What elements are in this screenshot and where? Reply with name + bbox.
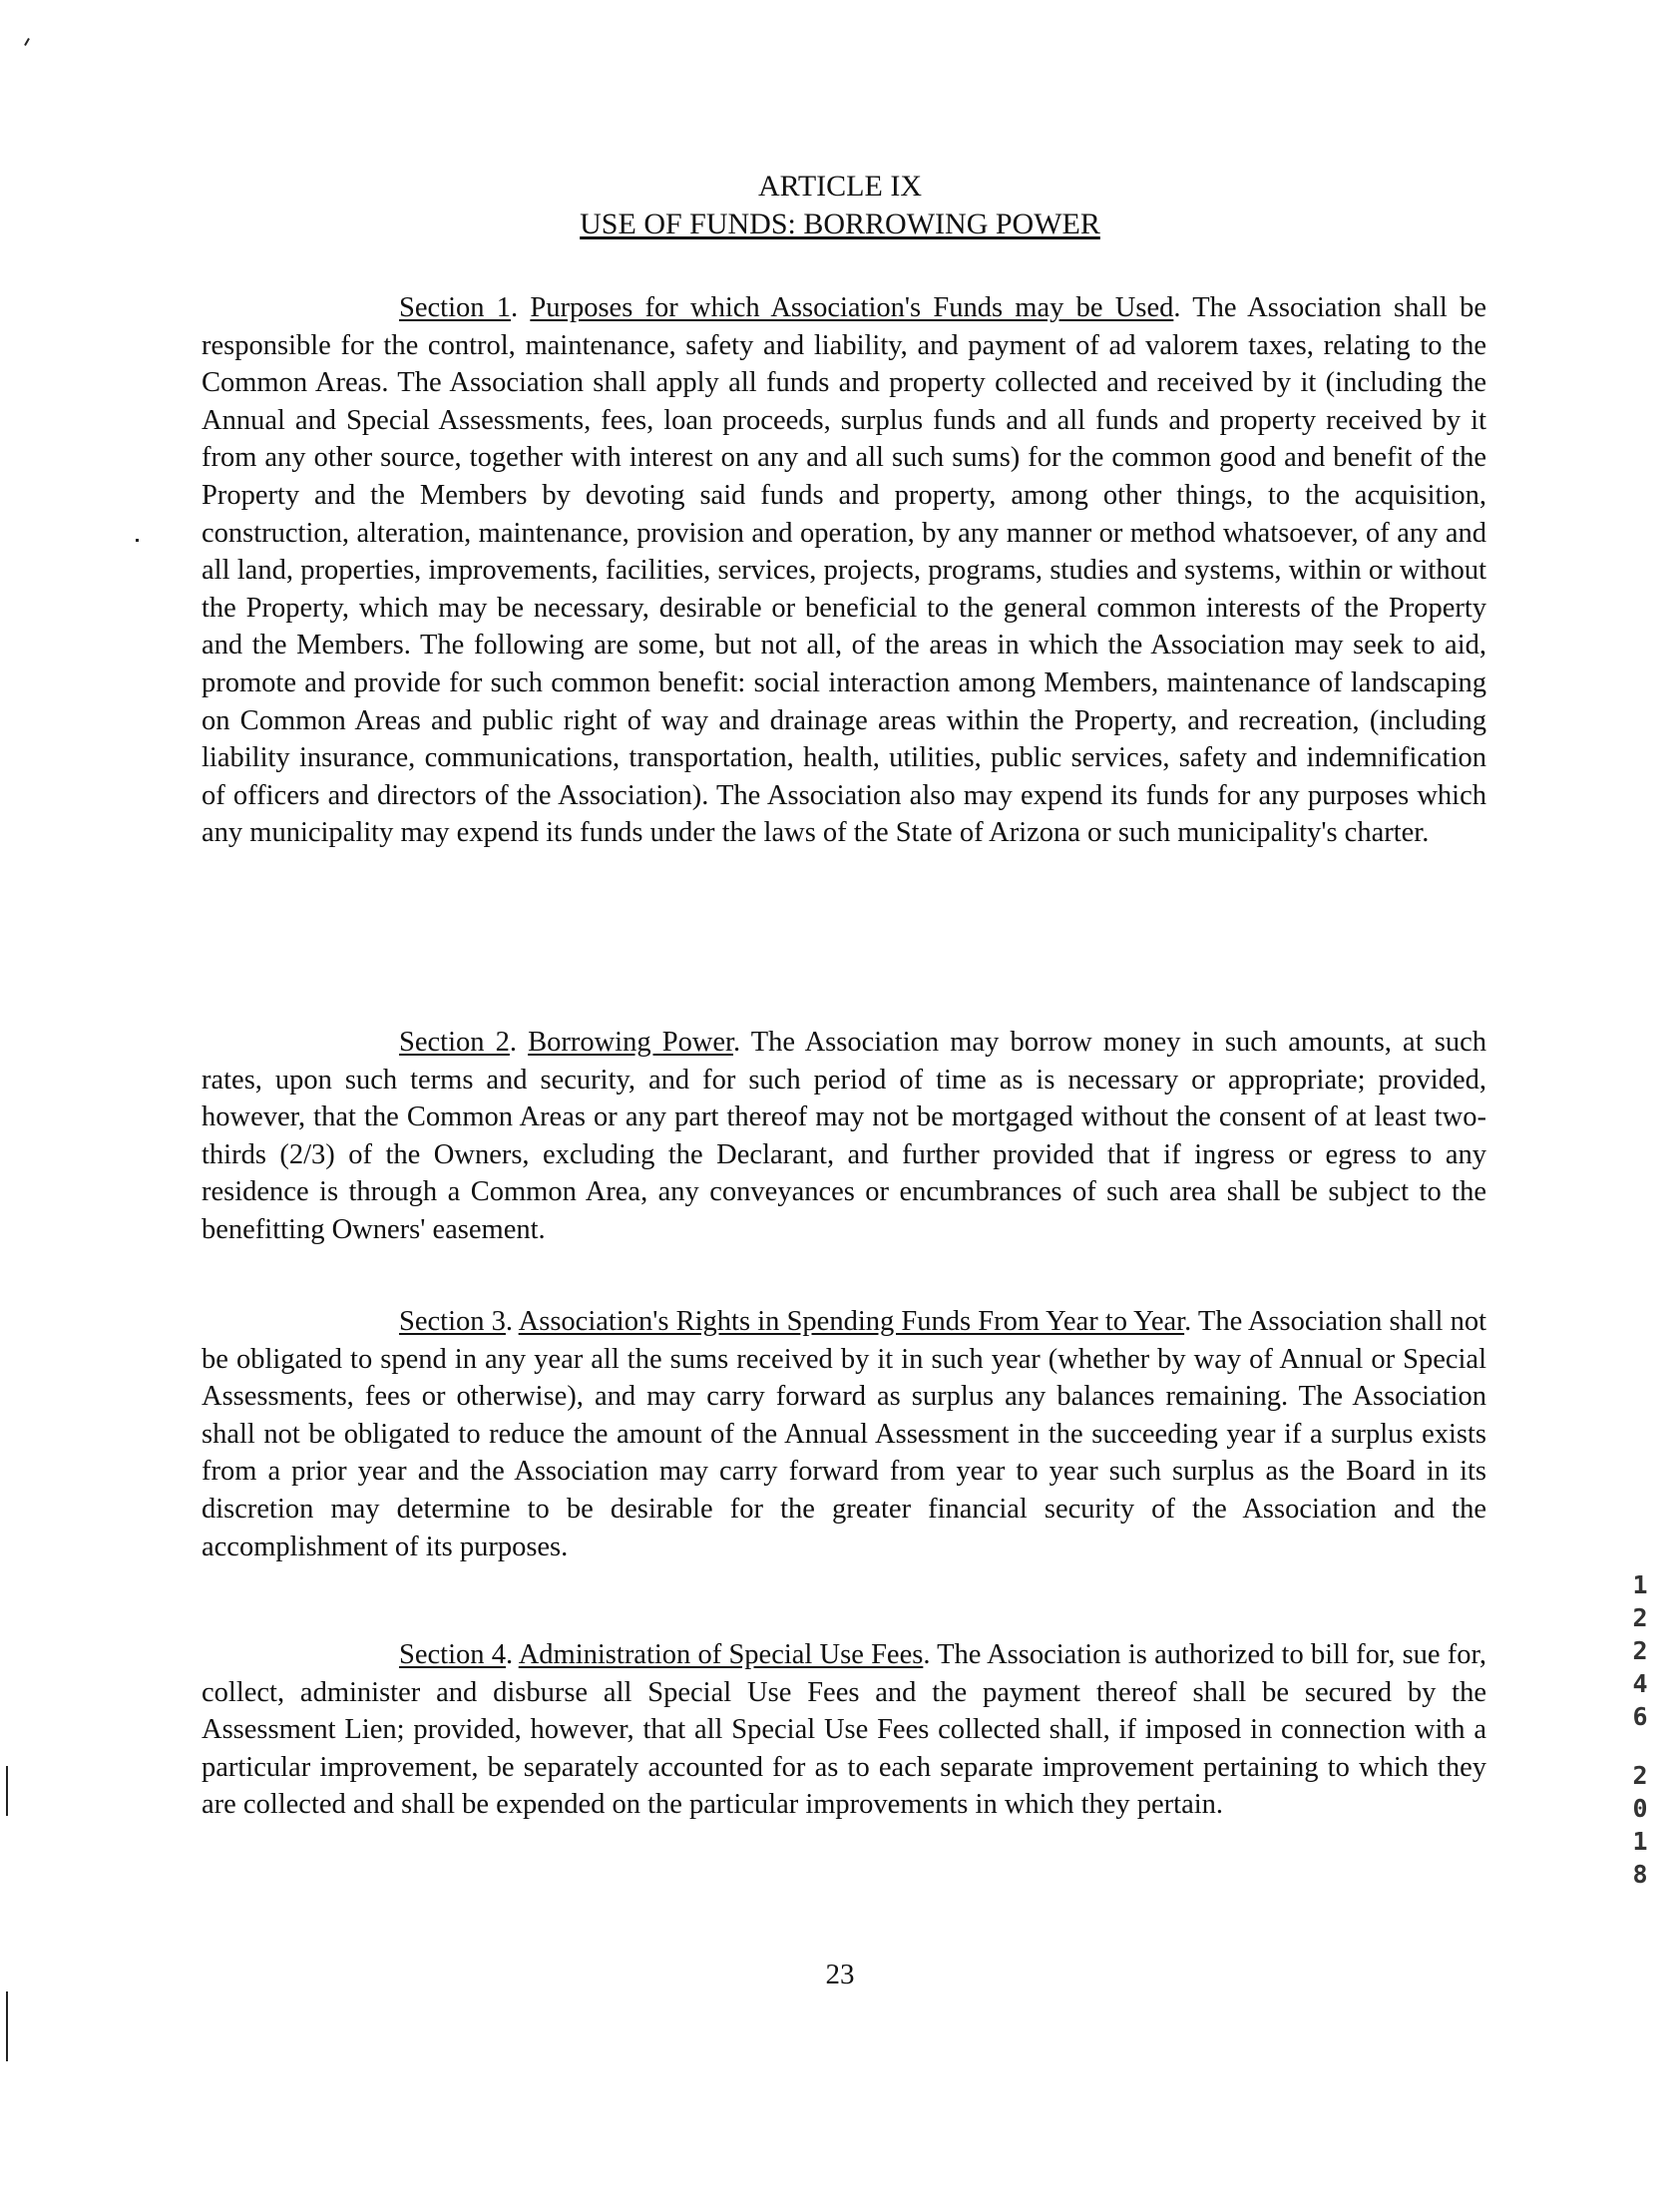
- section-2-heading: Borrowing Power: [528, 1027, 733, 1058]
- section-3-body: The Association shall not be obligated to spend in any year all the sums received by it in such year (whether by way of Annual or Special Assessments, fees or otherwise), and may carry forward as surplus any balances remaining. The Association shall not be obligated to reduce the amount of the Annual Assessment in the succeeding year if a surplus exists from a prior year and the Association may carry forward from year to year such surplus as the Board in its discretion may determine to be desirable for the greater financial security of the Association and the accomplishment of its purposes.: [202, 1306, 1486, 1562]
- scan-artifact: [6, 1991, 8, 2061]
- page-number: 23: [825, 1959, 855, 1990]
- section-2: Section 2. Borrowing Power. The Association may borrow money in such amounts, at such rates, upon such terms and security, and for such period of time as is necessary or appropriate; provided, however, that the Common Areas or any part thereof may not be mortgaged without the consent of at least two-thirds (2/3) of the Owners, excluding the Declarant, and further provided that if ingress or egress to any residence is through a Common Area, any conveyances or encumbrances of such area shall be subject to the benefitting Owners' easement.: [202, 1027, 1486, 1245]
- section-4: Section 4. Administration of Special Use Fees. The Association is authorized to bill for, sue for, collect, administer and disburse all Special Use Fees and the payment thereof shall be secured by the Assessment Lien; provided, however, that all Special Use Fees collected shall, if imposed in connection with a particular improvement, be separately accounted for as to each separate improvement pertaining to which they are collected and shall be expended on the particular improvements in which they pertain.: [202, 1639, 1486, 1821]
- scan-artifact: [24, 38, 30, 46]
- article-heading: [0, 168, 1680, 243]
- stamp-digit: 8: [1632, 1860, 1648, 1889]
- scan-artifact: [6, 1766, 8, 1816]
- stamp-digit: 6: [1632, 1702, 1648, 1731]
- section-3-heading: Association's Rights in Spending Funds From Year to Year: [518, 1306, 1185, 1337]
- section-1-body: The Association shall be responsible for the control, maintenance, safety and liability, and payment of ad valorem taxes, relating to the Common Areas. The Association shall apply all funds and property collected and received by it (including the Annual and Special Assessments, fees, loan proceeds, surplus funds and all funds and property received by it from any other source, together with interest on any and all such sums) for the common good and benefit of the Property and the Members by devoting said funds and property, among other things, to the acquisition, construction, alteration, maintenance, provision and operation, by any manner or method whatsoever, of any and all land, properties, improvements, facilities, services, projects, programs, studies and systems, within or without the Property, which may be necessary, desirable or beneficial to the general common interests of the Property and the Members. The following are some, but not all, of the areas in which the Association may seek to aid, promote and provide for such common benefit: social interaction among Members, maintenance of landscaping on Common Areas and public right of way and drainage areas within the Property, and recreation, (including liability insurance, communications, transportation, health, utilities, public services, safety and indemnification of officers and directors of the Association). The Association also may expend its funds for any purposes which any municipality may expend its funds under the laws of the State of Arizona or such municipality's charter.: [202, 292, 1486, 849]
- section-1-label: Section 1: [399, 292, 511, 323]
- stamp-digit: 0: [1632, 1794, 1648, 1823]
- stamp-digit: 2: [1632, 1603, 1648, 1632]
- section-1: Section 1. Purposes for which Association's Funds may be Used. The Association shall be responsible for the control, maintenance, safety and liability, and payment of ad valorem taxes, relating to the Common Areas. The Association shall apply all funds and property collected and received by it (including the Annual and Special Assessments, fees, loan proceeds, surplus funds and all funds and property received by it from any other source, together with interest on any and all such sums) for the common good and benefit of the Property and the Members by devoting said funds and property, among other things, to the acquisition, construction, alteration, maintenance, provision and operation, by any manner or method whatsoever, of any and all land, properties, improvements, facilities, services, projects, programs, studies and systems, within or without the Property, which may be necessary, desirable or beneficial to the general common interests of the Property and the Members. The following are some, but not all, of the areas in which the Association may seek to aid, promote and provide for such common benefit: social interaction among Members, maintenance of landscaping on Common Areas and public right of way and drainage areas within the Property, and recreation, (including liability insurance, communications, transportation, health, utilities, public services, safety and indemnification of officers and directors of the Association). The Association also may expend its funds for any purposes which any municipality may expend its funds under the laws of the State of Arizona or such municipality's charter.: [202, 292, 1486, 849]
- section-1-heading: Purposes for which Association's Funds may be Used: [530, 292, 1174, 323]
- article-subtitle: USE OF FUNDS: BORROWING POWER: [580, 208, 1100, 240]
- stamp-digit: 2: [1632, 1761, 1648, 1790]
- stamp-digit: 1: [1632, 1570, 1648, 1599]
- recording-number-stamp: [1626, 1568, 1654, 1891]
- section-2-label: Section 2: [399, 1027, 510, 1058]
- section-4-body: The Association is authorized to bill for, sue for, collect, administer and disburse all Special Use Fees and the payment thereof shall be secured by the Assessment Lien; provided, however, that all Special Use Fees collected shall, if imposed in connection with a particular improvement, be separately accounted for as to each separate improvement pertaining to which they are collected and shall be expended on the particular improvements in which they pertain.: [202, 1639, 1486, 1821]
- stamp-digit: 1: [1632, 1827, 1648, 1856]
- section-2-body: The Association may borrow money in such amounts, at such rates, upon such terms and security, and for such period of time as is necessary or appropriate; provided, however, that the Common Areas or any part thereof may not be mortgaged without the consent of at least two-thirds (2/3) of the Owners, excluding the Declarant, and further provided that if ingress or egress to any residence is through a Common Area, any conveyances or encumbrances of such area shall be subject to the benefitting Owners' easement.: [202, 1027, 1486, 1245]
- scan-artifact: [136, 539, 139, 542]
- section-3: Section 3. Association's Rights in Spending Funds From Year to Year. The Association shall not be obligated to spend in any year all the sums received by it in such year (whether by way of Annual or Special Assessments, fees or otherwise), and may carry forward as surplus any balances remaining. The Association shall not be obligated to reduce the amount of the Annual Assessment in the succeeding year if a surplus exists from a prior year and the Association may carry forward from year to year such surplus as the Board in its discretion may determine to be desirable for the greater financial security of the Association and the accomplishment of its purposes.: [202, 1306, 1486, 1562]
- stamp-digit: 4: [1632, 1669, 1648, 1698]
- section-3-label: Section 3: [399, 1306, 506, 1337]
- article-title: ARTICLE IX: [757, 170, 922, 203]
- stamp-digit: 2: [1632, 1636, 1648, 1665]
- section-4-label: Section 4: [399, 1639, 506, 1670]
- section-4-heading: Administration of Special Use Fees: [518, 1639, 924, 1670]
